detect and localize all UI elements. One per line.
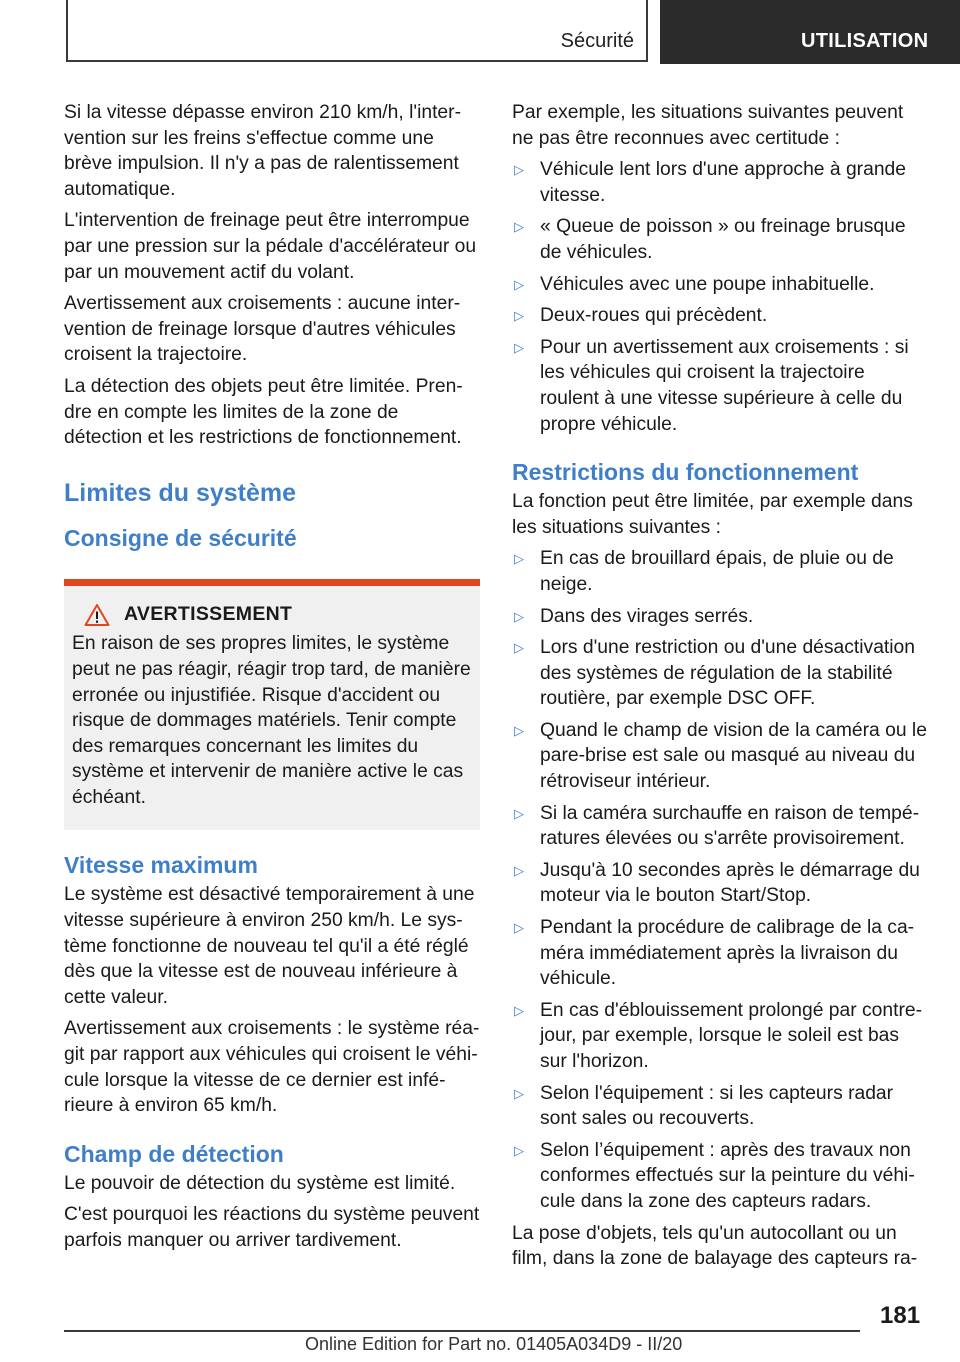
heading-detection-field: Champ de détection	[64, 1140, 284, 1167]
heading-system-limits: Limites du système	[64, 478, 297, 507]
list-item: ▷ Selon l'équipement : si les capteurs radar sont sales ou recouverts.	[514, 1082, 894, 1130]
paragraph: Avertissement aux croisements : le système réagit par rapport aux véhicules qui croisent le véhicule lorsque la vitesse de ce dernier est inférieure à environ 65 km/h.	[64, 1018, 480, 1117]
paragraph: Le système est désactivé temporairement à une vitesse supérieure à environ 250 km/h. Le système fonctionne de nouveau tel qu'il a été réglé dès que la vitesse est de nouveau inférieure à cette valeur.	[64, 884, 475, 1008]
heading-safety-note: Consigne de sécurité	[64, 524, 297, 551]
heading-function-restrictions: Restrictions du fonctionnement	[512, 459, 859, 486]
paragraph: La fonction peut être limitée, par exemple dans les situations suivantes :	[512, 491, 913, 538]
footer-edition: Online Edition for Part no. 01405A034D9 - II/20	[305, 1334, 683, 1354]
list-item: ▷ Lors d'une restriction ou d'une désactivation des systèmes de régulation de la stabilité routière, par exemple DSC OFF.	[514, 637, 916, 710]
triangle-right-bullet-icon: ▷	[514, 551, 524, 567]
header-chapter-box	[660, 0, 960, 64]
list-item: ▷ Si la caméra surchauffe en raison de températures élevées ou s'arrête provisoirement.	[514, 802, 920, 850]
triangle-right-bullet-icon: ▷	[514, 219, 524, 235]
list-item: ▷ Véhicules avec une poupe inhabituelle.	[512, 272, 928, 298]
paragraph: Par exemple, les situations suivantes peuvent ne pas être reconnues avec certitude :	[512, 102, 904, 149]
footer-divider	[64, 1330, 860, 1332]
list-item: ▷ Dans des virages serrés.	[512, 604, 928, 630]
triangle-right-bullet-icon: ▷	[514, 722, 524, 738]
paragraph: La détection des objets peut être limitée. Prendre en compte les limites de la zone de détection et les restrictions de fonctionnement.	[64, 375, 463, 449]
header-section-title: Sécurité	[560, 30, 634, 52]
list-item: ▷ Pour un avertissement aux croisements : si les véhicules qui croisent la trajectoire roulent à une vitesse supérieure à celle du propre véhicule.	[514, 336, 909, 435]
triangle-right-bullet-icon: ▷	[514, 920, 524, 936]
triangle-right-bullet-icon: ▷	[514, 308, 524, 324]
warning-box	[64, 579, 480, 831]
paragraph: La pose d'objets, tels qu'un autocollant ou un film, dans la zone de balayage des capteurs ra-	[512, 1222, 918, 1270]
triangle-right-bullet-icon: ▷	[514, 162, 524, 178]
list-item: ▷ Selon l’équipement : après des travaux non conformes effectués sur la peinture du véhicule dans la zone des capteurs radars.	[514, 1139, 915, 1212]
list-item: ▷ Véhicule lent lors d'une approche à grande vitesse.	[514, 159, 906, 206]
warning-text: En raison de ses propres limites, le système peut ne pas réagir, réagir trop tard, de manière erronée ou injustifiée. Risque d'accident ou risque de dommages matériels. Tenir compte des remarques concernant les limites du système et intervenir de manière active le cas échéant.	[72, 633, 471, 808]
triangle-right-bullet-icon: ▷	[514, 640, 524, 656]
list-item: ▷ Pendant la procédure de calibrage de la caméra immédiatement après la livraison du véhicule.	[514, 917, 915, 990]
triangle-right-bullet-icon: ▷	[514, 862, 524, 878]
restrictions-list	[512, 546, 928, 1214]
header-chapter-title: UTILISATION	[801, 30, 929, 52]
triangle-right-bullet-icon: ▷	[514, 1085, 524, 1101]
paragraph: Avertissement aux croisements : aucune intervention de freinage lorsque d'autres véhicules croisent la trajectoire.	[64, 293, 461, 366]
list-item: ▷ Quand le champ de vision de la caméra ou le pare-brise est sale ou masqué au niveau du rétroviseur intérieur.	[514, 719, 927, 793]
left-column	[64, 100, 480, 1260]
triangle-right-bullet-icon: ▷	[514, 805, 524, 821]
page-number: 181	[880, 1302, 921, 1329]
heading-max-speed: Vitesse maximum	[64, 852, 258, 879]
triangle-right-bullet-icon: ▷	[514, 1142, 524, 1158]
triangle-right-bullet-icon: ▷	[514, 1002, 524, 1018]
list-item: ▷ Deux-roues qui précèdent.	[512, 303, 928, 329]
triangle-right-bullet-icon: ▷	[514, 608, 524, 624]
paragraph: L'intervention de freinage peut être interrompue par une pression sur la pédale d'accélérateur ou par un mouvement actif du volant.	[64, 210, 477, 283]
situations-list	[512, 157, 928, 437]
paragraph: C'est pourquoi les réactions du système peuvent parfois manquer ou arriver tardivement.	[64, 1204, 480, 1251]
triangle-right-bullet-icon: ▷	[514, 276, 524, 292]
paragraph: Si la vitesse dépasse environ 210 km/h, l'intervention sur les freins s'effectue comme une brève impulsion. Il n'y a pas de ralentissement automatique.	[64, 102, 461, 200]
list-item: ▷ « Queue de poisson » ou freinage brusque de véhicules.	[514, 216, 906, 263]
warning-title: AVERTISSEMENT	[124, 602, 293, 625]
header-section-box	[66, 0, 648, 62]
warning-title-row	[72, 602, 472, 628]
right-column	[512, 100, 928, 1278]
list-item: ▷ En cas de brouillard épais, de pluie ou de neige.	[514, 548, 894, 595]
paragraph: Le pouvoir de détection du système est limité.	[64, 1172, 456, 1194]
triangle-right-bullet-icon: ▷	[514, 339, 524, 355]
warning-triangle-icon	[84, 603, 110, 627]
list-item: ▷ En cas d'éblouissement prolongé par contre-jour, par exemple, lorsque le soleil est bas sur l'horizon.	[514, 999, 923, 1072]
list-item: ▷ Jusqu'à 10 secondes après le démarrage du moteur via le bouton Start/Stop.	[514, 859, 920, 907]
